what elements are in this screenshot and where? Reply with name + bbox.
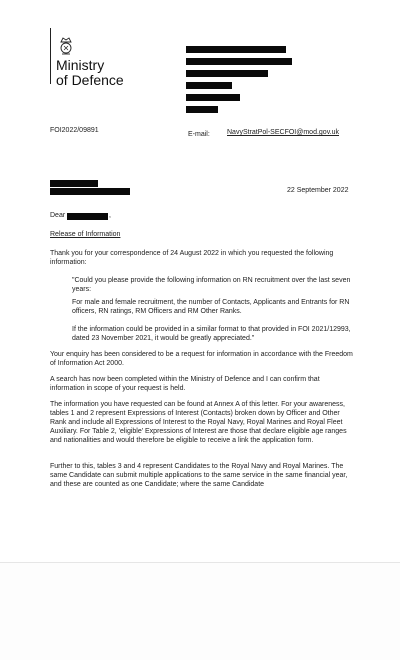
email-link[interactable]: NavyStratPol-SECFOI@mod.gov.uk — [227, 129, 340, 136]
redacted-address-line-4 — [186, 82, 232, 89]
redacted-recipient-address — [50, 188, 130, 195]
redacted-address-line-2 — [186, 58, 292, 65]
paragraph-2: Your enquiry has been considered to be a request for information in accordance with the Freedom of Information Act 2000. — [50, 351, 353, 367]
redacted-address-line-6 — [186, 106, 218, 113]
quoted-request-3: If the information could be provided in a similar format to that provided in FOI 2021/12993, dated 23 November 2021, it would be greatly appreciated." — [72, 326, 351, 342]
redacted-address-line-1 — [186, 46, 286, 53]
salutation-comma: , — [109, 212, 111, 219]
subject-line: Release of Information — [50, 231, 121, 238]
org-name-line1: Ministry — [56, 57, 105, 73]
org-name-line2: of Defence — [56, 72, 124, 88]
paragraph-3: A search has now been completed within the Ministry of Defence and I can confirm that information in scope of your request is held. — [50, 376, 320, 392]
royal-crest-logo — [58, 36, 74, 56]
paragraph-5: Further to this, tables 3 and 4 represent Candidates to the Royal Navy and Royal Marines. The same Candidate can submit multiple applications to the same service in the same financial year, and these are counted as one Candidate; where the same Candidate — [50, 463, 348, 488]
redacted-salutation-name — [67, 213, 108, 220]
logo-divider — [50, 28, 51, 84]
paragraph-1: Thank you for your correspondence of 24 August 2022 in which you requested the following information: — [50, 250, 334, 266]
letter-date: 22 September 2022 — [287, 187, 349, 194]
quoted-request-2: For male and female recruitment, the number of Contacts, Applicants and Entrants for RN officers, RN ratings, RM Officers and RM Other Ranks. — [72, 299, 350, 315]
redacted-address-line-3 — [186, 70, 268, 77]
salutation: Dear — [50, 212, 66, 219]
paragraph-4: The information you have requested can be found at Annex A of this letter. For your awareness, tables 1 and 2 represent Expressions of Interest (Contacts) broken down by Officer and Other Rank and include all Expressions of Interest to the Royal Navy, Royal Marines and Royal Fleet Auxiliary. For Table 2, 'eligible' Expressions of Interest are those that declare eligible age ranges and nationalities and would therefore be eligible to receive a link the application form. — [50, 401, 347, 444]
reference-number: FOI2022/09891 — [50, 127, 99, 134]
quoted-request-1: "Could you please provide the following information on RN recruitment over the last seven years: — [72, 277, 351, 293]
page-bottom-margin — [0, 562, 400, 660]
organisation-name — [56, 58, 124, 88]
email-label: E-mail: — [188, 131, 210, 138]
redacted-address-line-5 — [186, 94, 240, 101]
redacted-recipient-name — [50, 180, 98, 187]
